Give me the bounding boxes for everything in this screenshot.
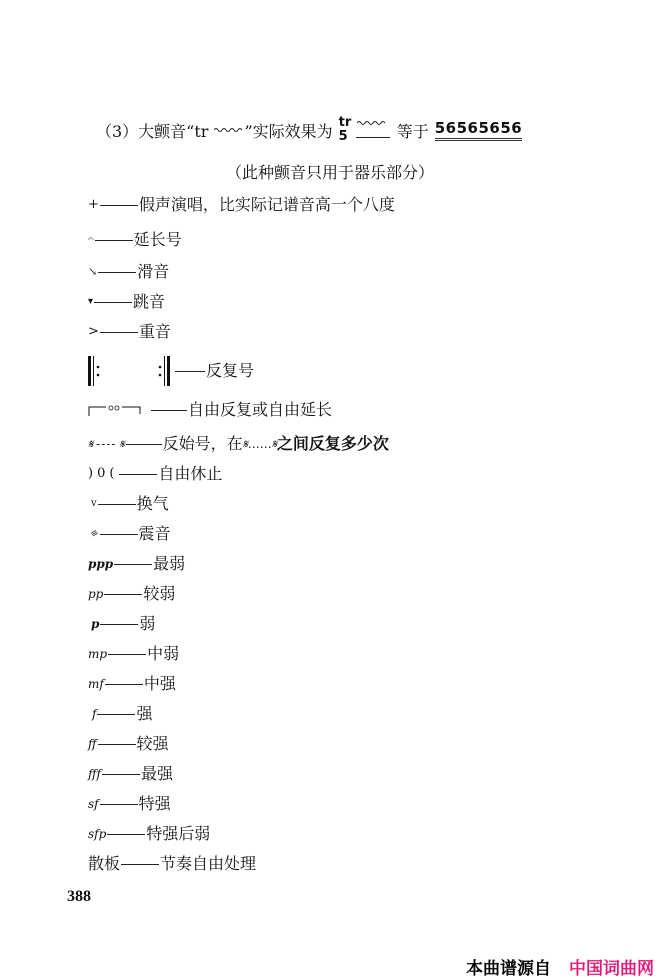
dynamic-symbol: p (91, 617, 100, 631)
dash-line (104, 594, 142, 595)
dash-line (98, 744, 136, 745)
dynamic-symbol: sfp (88, 827, 107, 841)
list-item (88, 524, 171, 544)
dash-line (97, 714, 135, 715)
description: 反始号，在 (162, 434, 243, 453)
description: 假声演唱，比实际记谱音高一个八度 (138, 195, 395, 214)
description: 特强 (138, 794, 171, 813)
term: 散板 (88, 854, 121, 873)
watermark-site-link[interactable]: 中国词曲网 (569, 959, 654, 979)
page-number: 388 (67, 888, 91, 905)
trill-result: 56565656 (435, 119, 523, 141)
dynamic-symbol: f (92, 707, 97, 721)
list-item (88, 322, 171, 342)
list-item (88, 434, 389, 454)
list-item (88, 554, 185, 574)
list-item (88, 356, 254, 386)
list-item (88, 734, 169, 754)
dash-line (107, 834, 145, 835)
free-repeat-bracket-icon (88, 404, 150, 416)
description-tail: 之间反复多少次 (276, 434, 389, 453)
note-text: （此种颤音只用于器乐部分） (225, 163, 434, 182)
dash-line (100, 804, 138, 805)
dash-line (356, 137, 390, 138)
glissando-icon: ↘ (88, 265, 98, 278)
list-item (88, 494, 169, 514)
description: 节奏自由处理 (160, 854, 257, 873)
dash-line (102, 774, 140, 775)
list-item (88, 292, 165, 312)
segno-icon: 𝄋 (88, 437, 94, 451)
description: 最弱 (153, 554, 186, 573)
description: 中强 (143, 674, 176, 693)
segno-icon: 𝄋 (271, 437, 277, 451)
description: 较强 (136, 734, 169, 753)
list-item (88, 674, 176, 694)
trill-definition-line (96, 116, 522, 144)
dash-line (105, 684, 143, 685)
dynamic-symbol: mf (88, 677, 104, 691)
accent-icon: > (88, 324, 99, 339)
list-item (88, 195, 395, 215)
dash-line (119, 474, 157, 475)
dash-line (100, 205, 138, 206)
description: 跳音 (133, 292, 166, 311)
dash-line (98, 504, 136, 505)
trill-bottom-label: 5 (338, 129, 348, 144)
dynamic-symbol: mp (88, 647, 108, 661)
wavy-trill-icon (214, 127, 244, 133)
dash-line (98, 272, 136, 273)
trill-prefix: （3）大颤音“tr (96, 121, 209, 141)
description: 换气 (136, 494, 169, 513)
description: 重音 (138, 322, 171, 341)
list-item (88, 764, 173, 784)
description: 较弱 (143, 584, 176, 603)
description: 自由休止 (158, 464, 223, 483)
dash-line (100, 624, 138, 625)
description: 滑音 (137, 262, 170, 281)
description: 中弱 (147, 644, 180, 663)
dash-line (95, 240, 133, 241)
staccato-icon: ▾ (88, 296, 94, 307)
description: 弱 (139, 614, 156, 633)
fermata-rest-symbol: )0( (88, 466, 119, 481)
list-item (88, 854, 256, 874)
list-item (88, 584, 175, 604)
trill-top-label: tr (338, 115, 352, 130)
wavy-trill-icon (357, 120, 387, 126)
dash-line (126, 444, 162, 445)
dash-line (114, 564, 152, 565)
watermark (466, 954, 654, 979)
description: 强 (136, 704, 153, 723)
list-item (88, 400, 332, 420)
description: 最强 (140, 764, 173, 783)
dash-line (175, 371, 205, 372)
dash-line (151, 410, 187, 411)
dash-line (100, 332, 138, 333)
equals-label: 等于 (396, 121, 429, 141)
dynamic-symbol: fff (88, 767, 101, 781)
falsetto-symbol: + (88, 197, 99, 212)
list-item (88, 644, 179, 664)
segno-icon: 𝄋 (242, 437, 248, 451)
description: 特强后弱 (146, 824, 211, 843)
list-item (88, 262, 169, 282)
dynamic-symbol: sf (88, 797, 99, 811)
dynamic-symbol: ppp (88, 557, 114, 571)
list-item (88, 704, 152, 724)
dash-line (100, 534, 138, 535)
description: 震音 (138, 524, 171, 543)
fermata-icon: 𝄐 (88, 234, 94, 245)
dash-line (121, 864, 159, 865)
description: 反复号 (206, 361, 255, 380)
description: 延长号 (133, 230, 182, 249)
trill-suffix: ”实际效果为 (244, 121, 333, 141)
watermark-prefix: 本曲谱源自 (466, 959, 551, 979)
list-item (88, 464, 222, 484)
trill-notation (339, 116, 391, 144)
dynamic-symbol: ff (88, 737, 97, 751)
list-item (88, 824, 210, 844)
segno-icon: 𝄋 (119, 437, 125, 451)
dashed-line: ---- (96, 437, 117, 451)
dash-line (94, 302, 132, 303)
list-item (88, 614, 155, 634)
list-item (88, 230, 182, 250)
tremolo-icon: ≡ (89, 527, 101, 541)
list-item (88, 794, 171, 814)
dash-line (108, 654, 146, 655)
repeat-sign-icon (88, 356, 174, 386)
description: 自由反复或自由延长 (188, 400, 333, 419)
dynamic-symbol: pp (88, 587, 104, 601)
breath-mark-icon: v (91, 498, 97, 509)
ellipsis: …… (247, 437, 272, 451)
